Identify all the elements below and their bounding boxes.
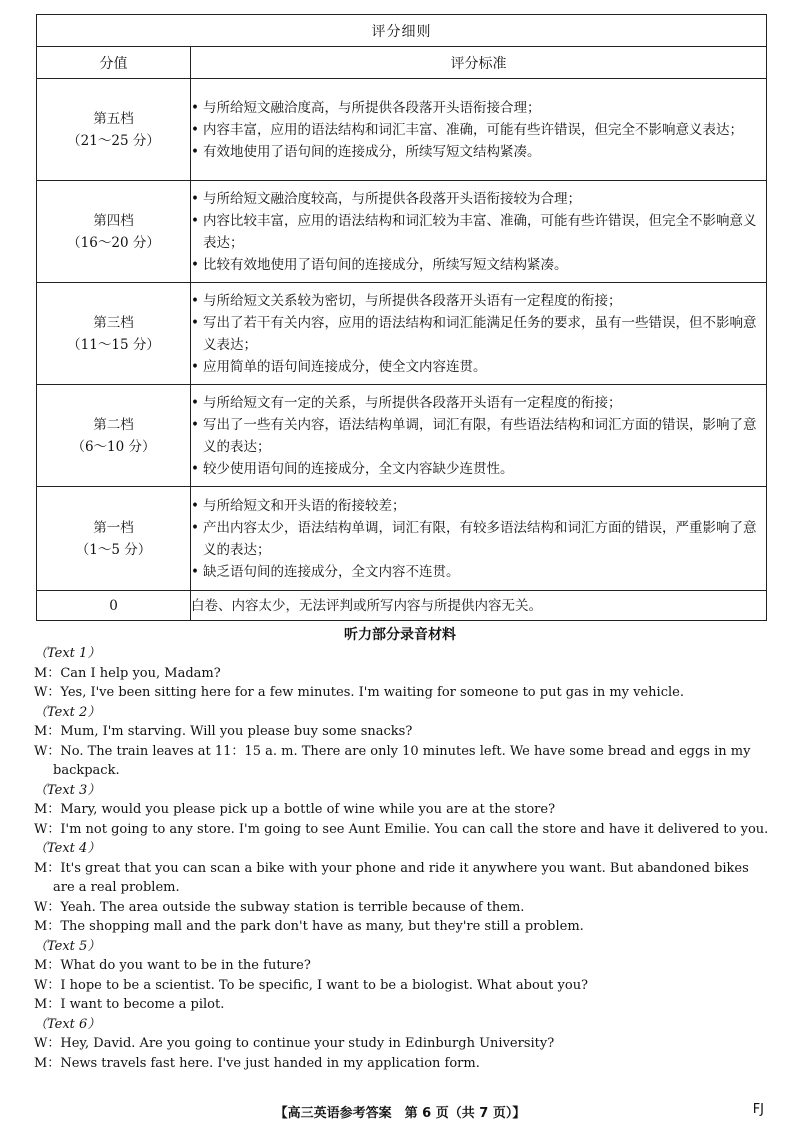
speaker: M： — [34, 860, 61, 876]
utterance: News travels fast here. I've just handed in my application form. — [60, 1055, 480, 1071]
utterance: Hey, David. Are you going to continue your study in Edinburgh University? — [60, 1036, 555, 1051]
band-range: （1～5 分） — [75, 541, 152, 558]
band-name: 第三档 — [93, 314, 134, 331]
listening-section-title: 听力部分录音材料 — [344, 627, 456, 643]
speaker: M： — [34, 958, 61, 973]
speaker: W： — [34, 977, 61, 993]
band-grade — [37, 385, 191, 487]
utterance: I want to become a pilot. — [60, 997, 225, 1012]
utterance: What do you want to be in the future? — [60, 958, 311, 973]
speaker: M： — [34, 802, 61, 817]
utterance: It's great that you can scan a bike with your phone and ride it anywhere you want. But abandoned bikes are a real problem. — [53, 860, 749, 895]
band-range: （11～15 分） — [67, 336, 160, 353]
band-grade — [37, 79, 191, 181]
speaker: M： — [34, 665, 61, 681]
dialogue-line — [34, 995, 770, 1015]
text-label: （Text 4） — [34, 841, 101, 856]
band-row-4 — [37, 181, 767, 283]
criterion-item: • 写出了若干有关内容，应用的语法结构和词汇能满足任务的要求，虽有一些错误，但不影响意义表达； — [191, 312, 766, 356]
dialogue-line — [34, 800, 770, 820]
dialogue-line — [34, 956, 770, 976]
criterion-item: • 与所给短文关系较为密切，与所提供各段落开头语有一定程度的衔接； — [191, 290, 766, 312]
zero-score: 0 — [37, 591, 191, 621]
zero-criteria: 白卷、内容太少，无法评判或所写内容与所提供内容无关。 — [191, 591, 767, 621]
dialogue-line — [34, 683, 770, 703]
utterance: Mum, I'm starving. Will you please buy some snacks? — [60, 724, 413, 739]
utterance: No. The train leaves at 11：15 a. m. There are only 10 minutes left. We have some bread and eggs in my backpack. — [53, 743, 751, 778]
page-footer: 【高三英语参考答案 第 6 页（共 7 页）】 — [274, 1106, 526, 1121]
band-row-1 — [37, 487, 767, 591]
utterance: The shopping mall and the park don't have as many, but they're still a problem. — [60, 919, 584, 934]
dialogue-line — [34, 898, 770, 918]
band-row-5 — [37, 79, 767, 181]
criterion-item: • 缺乏语句间的连接成分，全文内容不连贯。 — [191, 561, 766, 583]
criterion-item: • 写出了一些有关内容，语法结构单调，词汇有限，有些语法结构和词汇方面的错误，影响了意义的表达； — [191, 414, 766, 458]
dialogue-line — [34, 1034, 770, 1054]
dialogue-line — [34, 722, 770, 742]
text-label: （Text 6） — [34, 1016, 101, 1032]
speaker: W： — [34, 899, 61, 915]
scoring-rubric-table — [36, 14, 767, 621]
band-row-0 — [37, 591, 767, 621]
speaker: W： — [34, 685, 61, 700]
text-label: （Text 1） — [34, 646, 101, 661]
criteria-column-header: 评分标准 — [191, 47, 767, 79]
dialogue-line — [34, 917, 770, 937]
footer-code: FJ — [752, 1102, 764, 1117]
criterion-item: • 与所给短文有一定的关系，与所提供各段落开头语有一定程度的衔接； — [191, 392, 766, 414]
utterance: Yes, I've been sitting here for a few minutes. I'm waiting for someone to put gas in my vehicle. — [60, 685, 684, 700]
criterion-item: • 与所给短文和开头语的衔接较差； — [191, 495, 766, 517]
band-name: 第一档 — [93, 519, 134, 536]
band-criteria — [191, 487, 767, 591]
speaker: M： — [34, 919, 61, 934]
speaker: W： — [34, 1036, 61, 1051]
band-grade — [37, 487, 191, 591]
dialogue-line — [34, 742, 770, 781]
score-column-header: 分值 — [37, 47, 191, 79]
speaker: W： — [34, 743, 61, 759]
listening-transcript — [34, 644, 770, 1073]
criterion-item: • 与所给短文融洽度较高，与所提供各段落开头语衔接较为合理； — [191, 188, 766, 210]
speaker: M： — [34, 724, 61, 739]
rubric-title: 评分细则 — [37, 15, 767, 47]
criterion-item: • 有效地使用了语句间的连接成分，所续写短文结构紧凑。 — [191, 141, 766, 163]
speaker: M： — [34, 1055, 61, 1071]
band-grade — [37, 283, 191, 385]
criterion-item: • 较少使用语句间的连接成分，全文内容缺少连贯性。 — [191, 458, 766, 480]
band-name: 第二档 — [93, 416, 134, 433]
band-grade — [37, 181, 191, 283]
speaker: W： — [34, 821, 61, 837]
dialogue-line — [34, 1054, 770, 1074]
band-name: 第五档 — [93, 110, 134, 127]
utterance: I'm not going to any store. I'm going to see Aunt Emilie. You can call the store and have it delivered to you. — [60, 821, 769, 837]
band-row-2 — [37, 385, 767, 487]
criterion-item: • 内容比较丰富，应用的语法结构和词汇较为丰富、准确，可能有些许错误，但完全不影响意义表达； — [191, 210, 766, 254]
band-range: （16～20 分） — [67, 234, 160, 251]
speaker: M： — [34, 997, 61, 1012]
dialogue-line — [34, 976, 770, 996]
text-label: （Text 2） — [34, 704, 101, 720]
criterion-item: • 应用简单的语句间连接成分，使全文内容连贯。 — [191, 356, 766, 378]
band-range: （6～10 分） — [71, 438, 156, 455]
utterance: Mary, would you please pick up a bottle of wine while you are at the store? — [60, 802, 556, 817]
text-label: （Text 5） — [34, 938, 101, 954]
band-range: （21～25 分） — [67, 132, 160, 149]
band-criteria — [191, 181, 767, 283]
utterance: Can I help you, Madam? — [60, 665, 221, 681]
dialogue-line — [34, 664, 770, 684]
band-criteria — [191, 79, 767, 181]
dialogue-line — [34, 859, 770, 898]
dialogue-line — [34, 820, 770, 840]
text-label: （Text 3） — [34, 782, 101, 798]
band-name: 第四档 — [93, 212, 134, 229]
criterion-item: • 产出内容太少，语法结构单调，词汇有限，有较多语法结构和词汇方面的错误，严重影响了意义的表达； — [191, 517, 766, 561]
criterion-item: • 比较有效地使用了语句间的连接成分，所续写短文结构紧凑。 — [191, 254, 766, 276]
utterance: I hope to be a scientist. To be specific, I want to be a biologist. What about you? — [60, 977, 589, 993]
criterion-item: • 与所给短文融洽度高，与所提供各段落开头语衔接合理； — [191, 97, 766, 119]
band-criteria — [191, 385, 767, 487]
utterance: Yeah. The area outside the subway station is terrible because of them. — [60, 899, 525, 915]
band-criteria — [191, 283, 767, 385]
band-row-3 — [37, 283, 767, 385]
criterion-item: • 内容丰富，应用的语法结构和词汇丰富、准确，可能有些许错误，但完全不影响意义表达； — [191, 119, 766, 141]
